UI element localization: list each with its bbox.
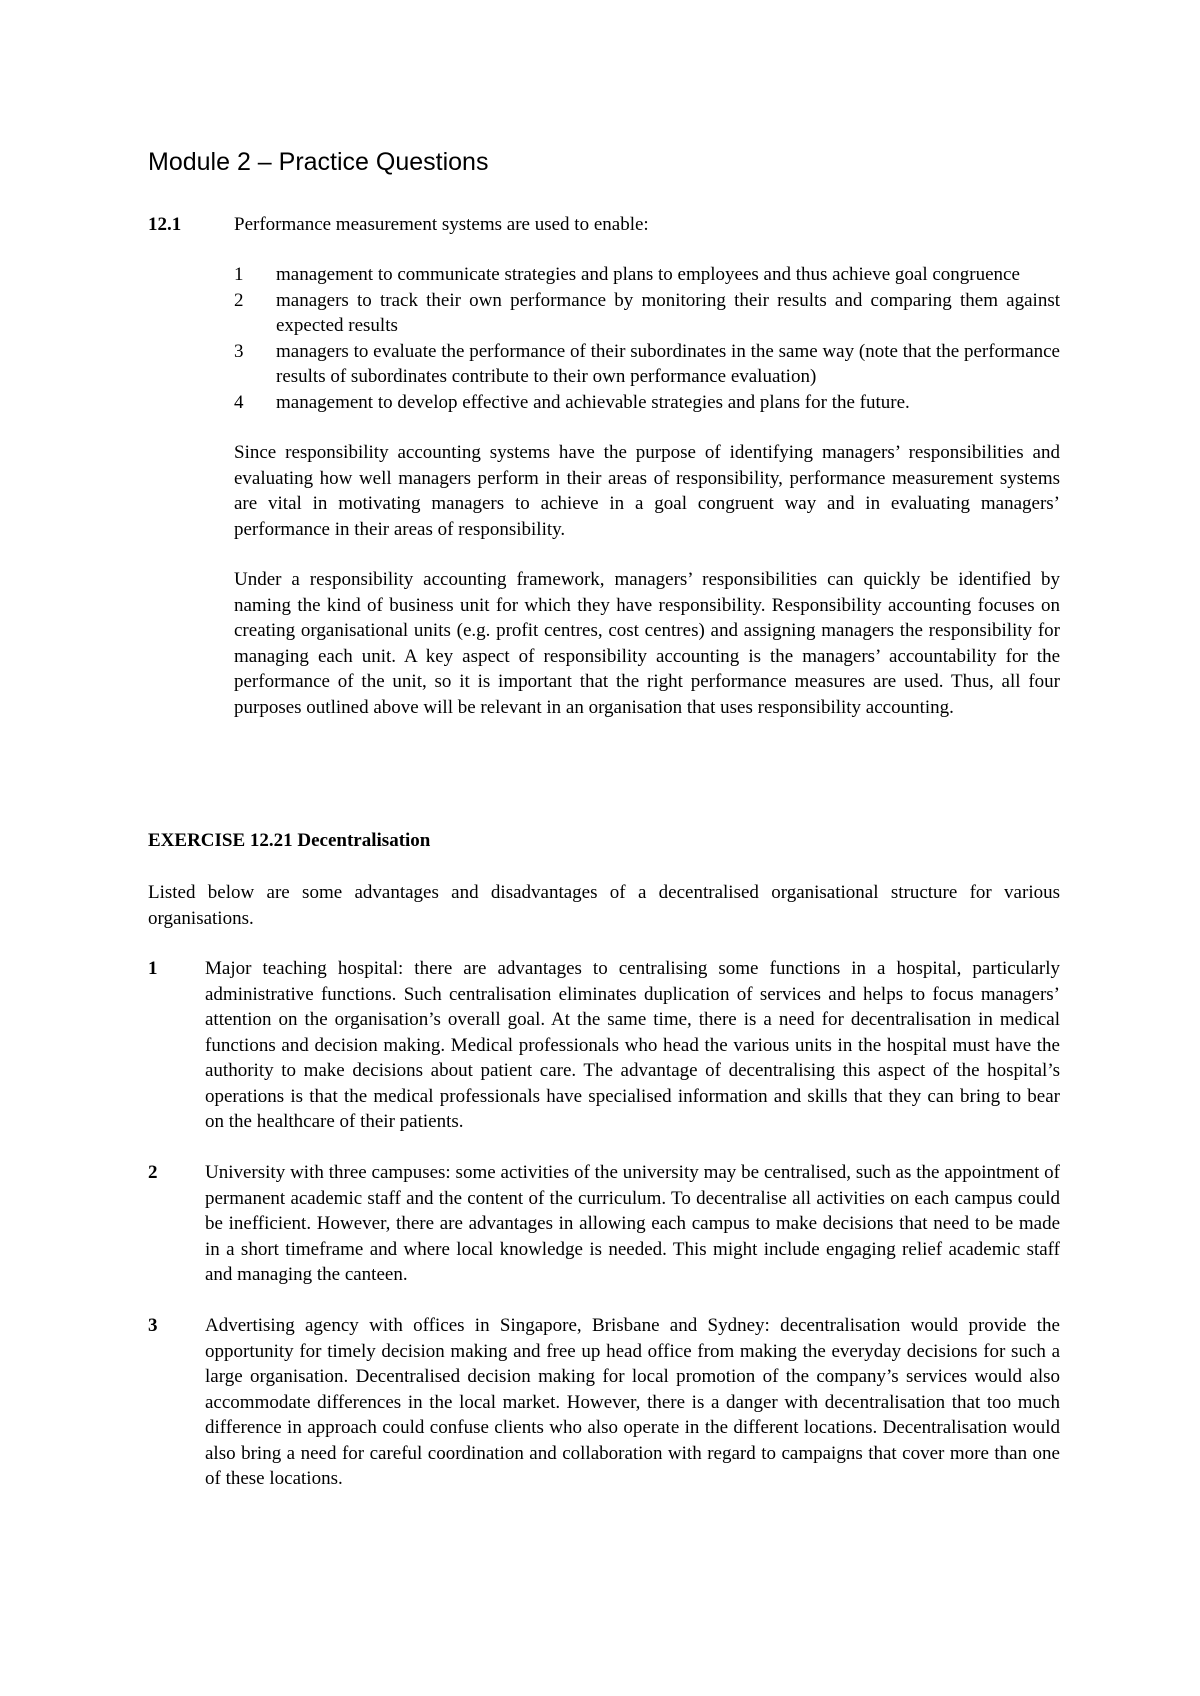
- list-item-text: managers to evaluate the performance of their subordinates in the same way (note that the performance results of subordinates contribute to their own performance evaluation): [276, 340, 1060, 387]
- exercise-heading: EXERCISE 12.21 Decentralisation: [148, 830, 431, 851]
- exercise-intro: Listed below are some advantages and disadvantages of a decentralised organisational structure for various organisations.: [148, 882, 1060, 929]
- list-item-number: 2: [234, 289, 244, 311]
- answer-paragraph: Since responsibility accounting systems have the purpose of identifying managers’ responsibilities and evaluating how well managers perform in their areas of responsibility, performance measurement systems are vital in motivating managers to achieve in a goal congruent way and in evaluating managers’ performance in their areas of responsibility.: [234, 442, 1060, 540]
- page-title: Module 2 – Practice Questions: [148, 148, 489, 176]
- list-item: [148, 1160, 1060, 1288]
- question-number: 12.1: [148, 214, 182, 235]
- list-item: [234, 390, 1060, 416]
- list-item: [148, 1313, 1060, 1492]
- list-item: [148, 956, 1060, 1135]
- list-item: [234, 288, 1060, 339]
- list-item-text: Major teaching hospital: there are advantages to centralising some functions in a hospital, particularly administrative functions. Such centralisation eliminates duplication of services and helps to focus managers’ attention on the organisation’s overall goal. At the same time, there is a need for decentralisation in medical functions and decision making. Medical professionals who head the various units in the hospital must have the authority to make decisions about patient care. The advantage of decentralising this aspect of the hospital’s operations is that the medical professionals have specialised information and skills that they can bring to bear on the healthcare of their patients.: [205, 958, 1060, 1132]
- list-item-number: 2: [148, 1162, 158, 1183]
- question-prompt: Performance measurement systems are used to enable:: [234, 214, 649, 235]
- list-item-number: 1: [234, 264, 244, 285]
- purpose-list: [234, 262, 1060, 415]
- list-item: [234, 262, 1060, 288]
- list-item-text: management to communicate strategies and plans to employees and thus achieve goal congruence: [276, 264, 1020, 285]
- list-item-text: managers to track their own performance by monitoring their results and comparing them against expected results: [276, 289, 1060, 336]
- list-item-text: Advertising agency with offices in Singapore, Brisbane and Sydney: decentralisation would provide the opportunity for timely decision making and free up head office from making the everyday decisions for such a large organisation. Decentralised decision making for local promotion of the company’s services would also accommodate differences in the local market. However, there is a danger with decentralisation that too much difference in approach could confuse clients who also operate in the different locations. Decentralisation would also bring a need for careful coordination and collaboration with regard to campaigns that cover more than one of these locations.: [205, 1315, 1060, 1489]
- list-item-number: 4: [234, 391, 244, 413]
- exercise-list: [148, 956, 1060, 1517]
- question-body: [234, 262, 1060, 720]
- list-item: [234, 339, 1060, 390]
- list-item-number: 3: [148, 1315, 158, 1336]
- list-item-number: 3: [234, 340, 244, 362]
- list-item-number: 1: [148, 958, 158, 979]
- answer-paragraph: Under a responsibility accounting framework, managers’ responsibilities can quickly be identified by naming the kind of business unit for which they have responsibility. Responsibility accounting focuses on creating organisational units (e.g. profit centres, cost centres) and assigning managers the responsibility for managing each unit. A key aspect of responsibility accounting is the managers’ accountability for the performance of the unit, so it is important that the right performance measures are used. Thus, all four purposes outlined above will be relevant in an organisation that uses responsibility accounting.: [234, 569, 1060, 718]
- list-item-text: University with three campuses: some activities of the university may be centralised, such as the appointment of permanent academic staff and the content of the curriculum. To decentralise all activities on each campus could be inefficient. However, there are advantages in allowing each campus to make decisions that need to be made in a short timeframe and where local knowledge is needed. This might include engaging relief academic staff and managing the canteen.: [205, 1162, 1060, 1285]
- list-item-text: management to develop effective and achievable strategies and plans for the future.: [276, 391, 910, 413]
